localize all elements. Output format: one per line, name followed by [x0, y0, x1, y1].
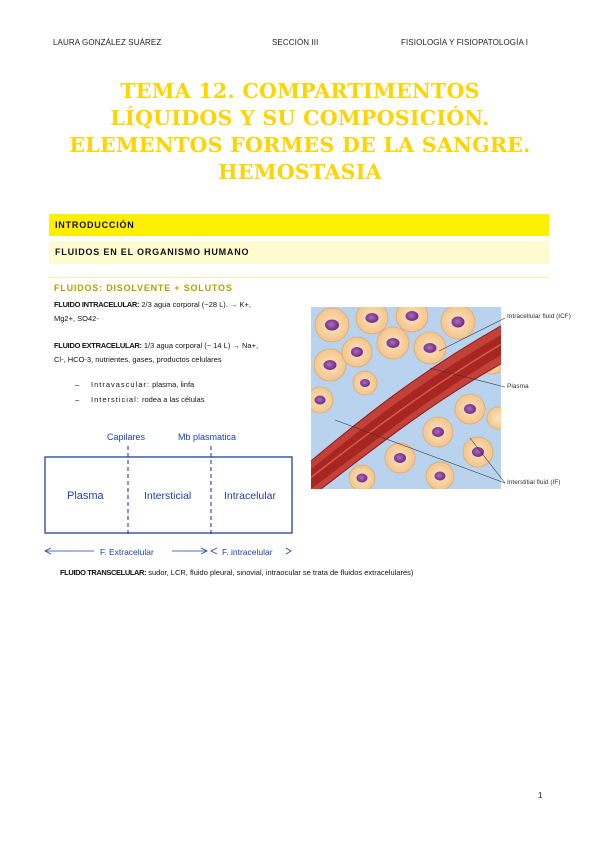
intracelular-text-2: Mg2+, SO42-	[54, 314, 99, 323]
list-item-label: Intersticial:	[91, 395, 140, 404]
title-line-3: ELEMENTOS FORMES DE LA SANGRE.	[69, 133, 531, 157]
list-item-text: rodea a las células	[139, 395, 205, 404]
title-line-4: HEMOSTASIA	[218, 160, 382, 184]
extracelular-text-1: 1/3 agua corporal (~ 14 L) → Na+,	[141, 341, 259, 350]
box-label-intersticial: Intersticial	[144, 490, 192, 502]
header-author: LAURA GONZÁLEZ SUÁREZ	[53, 38, 162, 47]
page-number: 1	[538, 791, 543, 800]
figure-label-plasma: Plasma	[507, 383, 529, 390]
extracelular-text-2: Cl-, HCO-3, nutrientes, gases, productos celulares	[54, 355, 222, 364]
diagram-label-capilares: Capilares	[107, 432, 146, 442]
intracelular-text-1: 2/3 agua corporal (~28 L). → K+,	[139, 300, 251, 309]
arrow-intracelular-left	[211, 548, 217, 554]
section-introduccion: INTRODUCCIÓN	[49, 214, 549, 236]
extracelular-label: FLUIDO EXTRACELULAR:	[54, 341, 142, 350]
subsection-disolvente: FLUIDOS: DISOLVENTE + SOLUTOS	[54, 283, 233, 293]
box-label-plasma: Plasma	[67, 490, 104, 502]
figure-label-if: Interstitial fluid (IF)	[507, 479, 561, 486]
list-item-label: Intravascular:	[91, 380, 151, 389]
arrow-intracelular-right	[286, 548, 291, 554]
section-fluidos: FLUIDOS EN EL ORGANISMO HUMANO	[49, 241, 549, 264]
transcelular-label: FLUIDO TRANSCELULAR:	[60, 568, 147, 577]
diagram-label-mb-plasmatica: Mb plasmatica	[178, 432, 237, 442]
fluid-compartments-illustration	[300, 300, 515, 505]
title-line-2: LÍQUIDOS Y SU COMPOSICIÓN.	[110, 106, 490, 130]
title-line-1: TEMA 12. COMPARTIMENTOS	[120, 79, 480, 103]
label-f-extracelular: F. Extracelular	[100, 547, 154, 557]
list-item-text: plasma, linfa	[150, 380, 195, 389]
header-subject: FISIOLOGÍA Y FISIOPATOLOGÍA I	[401, 38, 529, 47]
paragraph-transcelular	[60, 568, 413, 577]
figure-label-icf: Intracellular fluid (ICF)	[507, 313, 571, 320]
label-f-intracelular: F. intracelular	[222, 547, 273, 557]
transcelular-text: sudor, LCR, fluido pleural, sinovial, intraocular se trata de fluidos extracelulares)	[146, 568, 414, 577]
header-section: SECCIÓN III	[272, 38, 319, 47]
box-label-intracelular: Intracelular	[224, 490, 276, 502]
intracelular-label: FLUIDO INTRACELULAR:	[54, 300, 140, 309]
